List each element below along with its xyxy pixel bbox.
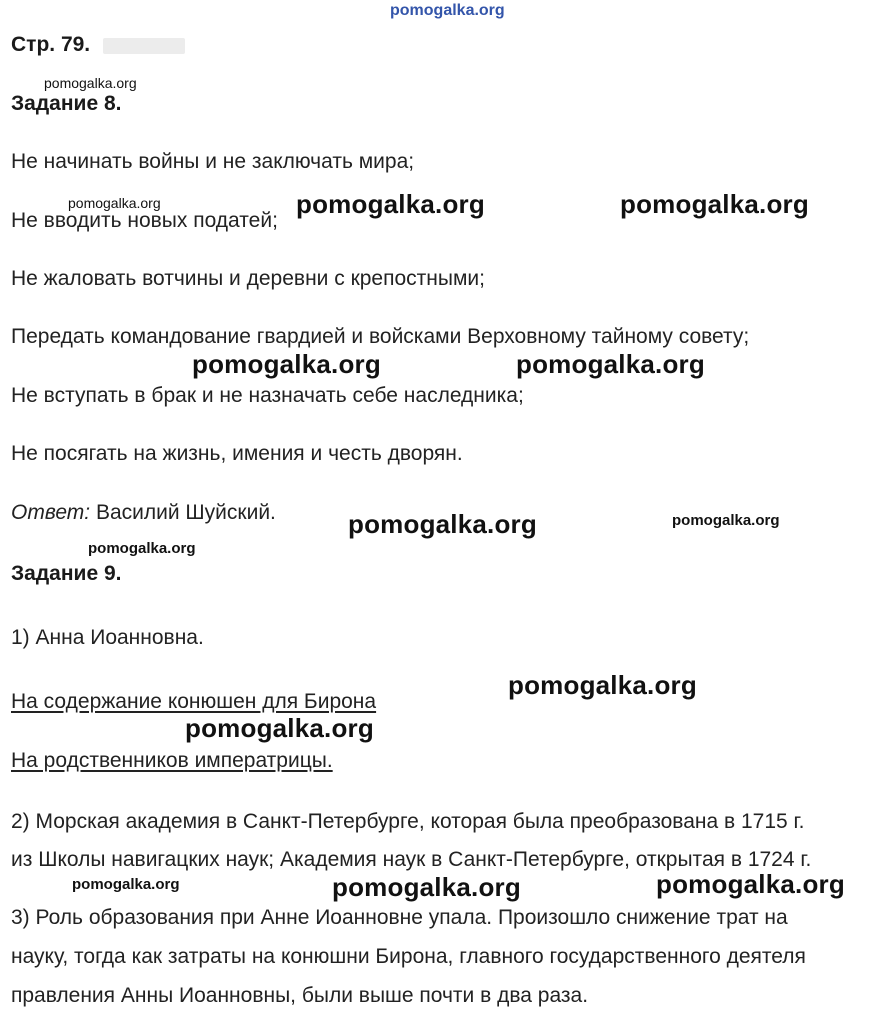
watermark: pomogalka.org [185,713,374,743]
watermark: pomogalka.org [516,349,705,379]
watermark: pomogalka.org [332,872,521,902]
watermark-top: pomogalka.org [390,2,505,19]
watermark: pomogalka.org [88,540,196,557]
watermark: pomogalka.org [348,509,537,539]
watermark: pomogalka.org [508,670,697,700]
redacted-blot [103,38,185,54]
task9-item-3-line-2: науку, тогда как затраты на конюшни Бирона, главного государственного деятеля [11,945,806,968]
task9-item-3-line-3: правления Анны Иоанновны, были выше почти в два раза. [11,984,589,1007]
task8-answer [11,501,276,525]
task8-line-5: Не вступать в брак и не назначать себе наследника; [11,384,524,407]
watermark: pomogalka.org [68,195,161,211]
watermark: pomogalka.org [192,349,381,379]
task9-item-3-line-1: 3) Роль образования при Анне Иоанновне упала. Произошло снижение трат на [11,906,788,929]
watermark: pomogalka.org [656,869,845,899]
task8-title: Задание 8. [11,92,122,115]
answer-label: Ответ: [11,501,91,524]
task9-title: Задание 9. [11,562,122,585]
page-reference: Стр. 79. [11,33,91,56]
task8-line-4: Передать командование гвардией и войсками Верховному тайному совету; [11,325,750,348]
watermark: pomogalka.org [72,876,180,893]
task9-item-2-line-1: 2) Морская академия в Санкт-Петербурге, которая была преобразована в 1715 г. [11,810,805,833]
watermark: pomogalka.org [672,512,780,529]
task9-underlined-2: На родственников императрицы. [11,749,333,772]
task8-line-1: Не начинать войны и не заключать мира; [11,150,415,173]
task9-item-2-line-2: из Школы навигацких наук; Академия наук в Санкт-Петербурге, открытая в 1724 г. [11,848,812,871]
watermark: pomogalka.org [296,189,485,219]
task8-line-6: Не посягать на жизнь, имения и честь дворян. [11,442,463,465]
task9-item-1: 1) Анна Иоанновна. [11,626,204,649]
task8-line-3: Не жаловать вотчины и деревни с крепостными; [11,267,485,290]
task8-line-2: Не вводить новых податей; [11,209,278,232]
answer-value: Василий Шуйский. [95,501,276,524]
watermark: pomogalka.org [620,189,809,219]
task9-underlined-1: На содержание конюшен для Бирона [11,690,377,713]
watermark: pomogalka.org [44,75,137,91]
